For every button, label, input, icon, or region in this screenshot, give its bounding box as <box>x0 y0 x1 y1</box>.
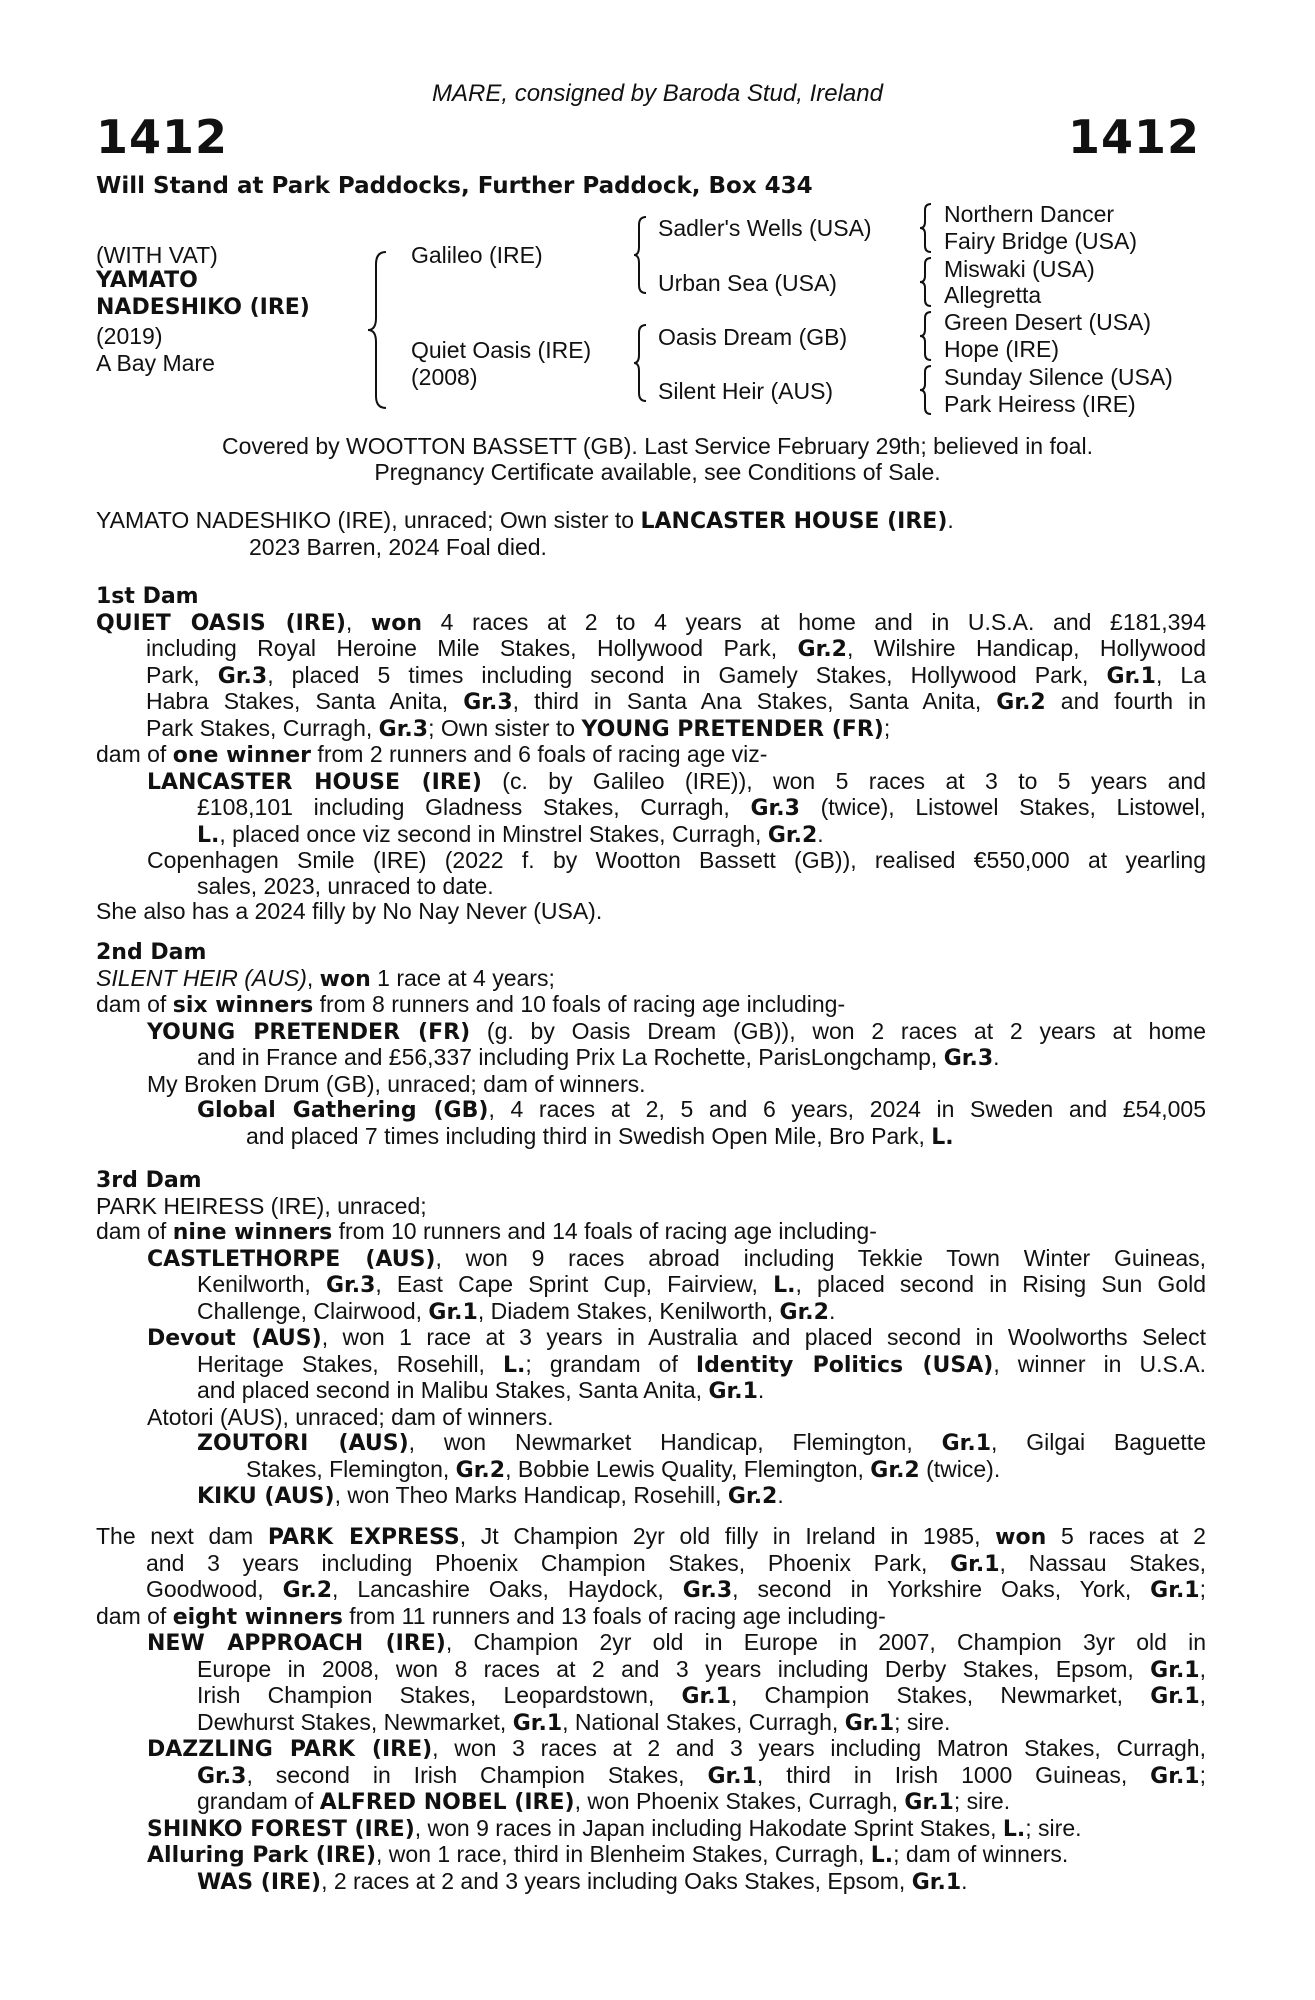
gen4-green-desert: Green Desert (USA) <box>944 309 1152 335</box>
second-dam-line: Global Gathering (GB), 4 races at 2, 5 and 6 years, 2024 in Sweden and £54,005 <box>197 1096 1206 1123</box>
first-dam-line: LANCASTER HOUSE (IRE) (c. by Galileo (IRE)), won 5 races at 3 to 5 years and <box>147 767 1206 795</box>
lot-number-left: 1412 <box>96 110 229 164</box>
sire-dam: Urban Sea (USA) <box>658 270 837 296</box>
second-dam-line: and placed 7 times including third in Swedish Open Mile, Bro Park, L. <box>246 1122 954 1150</box>
gen4-allegretta: Allegretta <box>944 282 1042 308</box>
first-dam-heading: 1st Dam <box>96 584 199 609</box>
next-dam-line: SHINKO FOREST (IRE), won 9 races in Japan including Hakodate Sprint Stakes, L.; sire. <box>147 1814 1082 1842</box>
first-dam-line: Habra Stakes, Santa Anita, Gr.3, third in Santa Ana Stakes, Santa Anita, Gr.2 and fourth in <box>146 688 1206 715</box>
foaled-year: (2019) <box>96 323 163 349</box>
second-dam-section <box>96 940 1206 1150</box>
next-dam-line: Goodwood, Gr.2, Lancashire Oaks, Haydock, Gr.3, second in Yorkshire Oaks, York, Gr.1; <box>146 1576 1206 1603</box>
gen4-park-heiress: Park Heiress (IRE) <box>944 391 1136 417</box>
first-dam-line: including Royal Heroine Mile Stakes, Hollywood Park, Gr.2, Wilshire Handicap, Hollywood <box>146 635 1207 662</box>
lot-number-right: 1412 <box>1067 110 1200 164</box>
next-dam-line: and 3 years including Phoenix Champion Stakes, Phoenix Park, Gr.1, Nassau Stakes, <box>146 1549 1207 1577</box>
next-dam-line: Europe in 2008, won 8 races at 2 and 3 years including Derby Stakes, Epsom, Gr.1, <box>197 1655 1206 1683</box>
dam-year: (2008) <box>411 364 478 390</box>
third-dam-line: Stakes, Flemington, Gr.2, Bobbie Lewis Quality, Flemington, Gr.2 (twice). <box>246 1455 1001 1483</box>
brace-g2 <box>918 256 934 308</box>
intro-line: YAMATO NADESHIKO (IRE), unraced; Own sister to LANCASTER HOUSE (IRE). <box>96 507 954 534</box>
first-dam-line: Park Stakes, Curragh, Gr.3; Own sister to YOUNG PRETENDER (FR); <box>146 714 891 742</box>
next-dam-line: dam of eight winners from 11 runners and 13 foals of racing age including- <box>96 1602 886 1630</box>
next-dam-line: DAZZLING PARK (IRE), won 3 races at 2 and 3 years including Matron Stakes, Curragh, <box>147 1735 1206 1762</box>
third-dam-heading: 3rd Dam <box>96 1168 202 1193</box>
next-dam-line: grandam of ALFRED NOBEL (IRE), won Phoenix Stakes, Curragh, Gr.1; sire. <box>197 1788 1011 1815</box>
first-dam-section <box>96 584 1206 925</box>
third-dam-line: Devout (AUS), won 1 race at 3 years in Australia and placed second in Woolworths Select <box>147 1324 1206 1351</box>
brace-sire <box>632 215 648 295</box>
vat-note: (WITH VAT) <box>96 242 218 268</box>
first-dam-line: She also has a 2024 filly by No Nay Never (USA). <box>96 898 603 924</box>
next-dam-line: WAS (IRE), 2 races at 2 and 3 years including Oaks Stakes, Epsom, Gr.1. <box>197 1867 968 1895</box>
sire-name: Galileo (IRE) <box>411 242 543 268</box>
second-dam-heading: 2nd Dam <box>96 940 207 965</box>
first-dam-line: Park, Gr.3, placed 5 times including second in Gamely Stakes, Hollywood Park, Gr.1, La <box>146 661 1206 689</box>
next-dam-section <box>96 1524 1206 1895</box>
third-dam-line: dam of nine winners from 10 runners and 14 foals of racing age including- <box>96 1218 877 1245</box>
third-dam-line: PARK HEIRESS (IRE), unraced; <box>96 1192 427 1219</box>
brace-g4 <box>918 364 934 416</box>
first-dam-line: L., placed once viz second in Minstrel Stakes, Curragh, Gr.2. <box>197 820 824 848</box>
dam-sire: Oasis Dream (GB) <box>658 324 848 350</box>
first-dam-line: dam of one winner from 2 runners and 6 foals of racing age viz- <box>96 741 768 768</box>
consignor-line: MARE, consigned by Baroda Stud, Ireland <box>432 80 883 107</box>
intro-line2: 2023 Barren, 2024 Foal died. <box>249 533 547 560</box>
horse-description: A Bay Mare <box>96 350 215 376</box>
first-dam-line: Copenhagen Smile (IRE) (2022 f. by Wootton Bassett (GB)), realised €550,000 at yearling <box>147 847 1206 873</box>
sire-sire: Sadler's Wells (USA) <box>658 215 872 241</box>
second-dam-line: dam of six winners from 8 runners and 10 foals of racing age including- <box>96 991 846 1018</box>
first-dam-line: QUIET OASIS (IRE), won 4 races at 2 to 4 years at home and in U.S.A. and £181,394 <box>96 608 1206 636</box>
dam-dam: Silent Heir (AUS) <box>658 378 834 404</box>
third-dam-line: ZOUTORI (AUS), won Newmarket Handicap, Flemington, Gr.1, Gilgai Baguette <box>197 1429 1206 1456</box>
third-dam-line: KIKU (AUS), won Theo Marks Handicap, Rosehill, Gr.2. <box>197 1482 784 1509</box>
next-dam-line: Gr.3, second in Irish Champion Stakes, Gr.1, third in Irish 1000 Guineas, Gr.1; <box>197 1761 1206 1789</box>
gen4-miswaki: Miswaki (USA) <box>944 256 1095 282</box>
brace-g1 <box>918 202 934 254</box>
horse-name-line2: NADESHIKO (IRE) <box>96 295 310 320</box>
third-dam-line: CASTLETHORPE (AUS), won 9 races abroad including Tekkie Town Winter Guineas, <box>147 1244 1206 1272</box>
second-dam-line: and in France and £56,337 including Prix La Rochette, ParisLongchamp, Gr.3. <box>197 1044 1000 1071</box>
first-dam-line: £108,101 including Gladness Stakes, Curragh, Gr.3 (twice), Listowel Stakes, Listowel, <box>197 794 1207 821</box>
next-dam-line: NEW APPROACH (IRE), Champion 2yr old in Europe in 2007, Champion 3yr old in <box>147 1629 1206 1656</box>
brace-main <box>366 250 390 410</box>
second-dam-line: YOUNG PRETENDER (FR) (g. by Oasis Dream (GB)), won 2 races at 2 years at home <box>147 1017 1206 1045</box>
next-dam-line: The next dam PARK EXPRESS, Jt Champion 2yr old filly in Ireland in 1985, won 5 races at 2 <box>96 1523 1206 1550</box>
dam-name: Quiet Oasis (IRE) <box>411 337 592 363</box>
third-dam-line: Atotori (AUS), unraced; dam of winners. <box>147 1403 554 1430</box>
brace-g3 <box>918 310 934 362</box>
gen4-northern-dancer: Northern Dancer <box>944 201 1115 227</box>
brace-dam <box>632 323 648 403</box>
intro-sister: LANCASTER HOUSE (IRE) <box>640 509 948 534</box>
second-dam-line: My Broken Drum (GB), unraced; dam of winners. <box>147 1070 646 1097</box>
covering-line2: Pregnancy Certificate available, see Conditions of Sale. <box>374 459 941 485</box>
next-dam-line: Alluring Park (IRE), won 1 race, third in Blenheim Stakes, Curragh, L.; dam of winners. <box>147 1841 1069 1868</box>
third-dam-line: Heritage Stakes, Rosehill, L.; grandam of Identity Politics (USA), winner in U.S.A. <box>197 1350 1206 1378</box>
first-dam-line: sales, 2023, unraced to date. <box>197 872 494 899</box>
next-dam-line: Irish Champion Stakes, Leopardstown, Gr.1, Champion Stakes, Newmarket, Gr.1, <box>197 1682 1207 1709</box>
gen4-fairy-bridge: Fairy Bridge (USA) <box>944 228 1137 254</box>
second-dam-line: SILENT HEIR (AUS), won 1 race at 4 years; <box>96 964 555 992</box>
third-dam-line: Challenge, Clairwood, Gr.1, Diadem Stakes, Kenilworth, Gr.2. <box>197 1297 836 1325</box>
next-dam-line: Dewhurst Stakes, Newmarket, Gr.1, National Stakes, Curragh, Gr.1; sire. <box>197 1708 951 1736</box>
third-dam-line: Kenilworth, Gr.3, East Cape Sprint Cup, Fairview, L., placed second in Rising Sun Gold <box>197 1271 1207 1298</box>
third-dam-section <box>96 1168 1206 1510</box>
gen4-hope: Hope (IRE) <box>944 336 1060 362</box>
intro-section <box>96 508 1206 560</box>
covering-line1: Covered by WOOTTON BASSETT (GB). Last Service February 29th; believed in foal. <box>222 433 1093 459</box>
gen4-sunday-silence: Sunday Silence (USA) <box>944 364 1173 390</box>
stand-location: Will Stand at Park Paddocks, Further Paddock, Box 434 <box>96 173 813 199</box>
third-dam-line: and placed second in Malibu Stakes, Santa Anita, Gr.1. <box>197 1377 765 1404</box>
horse-name-line1: YAMATO <box>96 268 198 293</box>
